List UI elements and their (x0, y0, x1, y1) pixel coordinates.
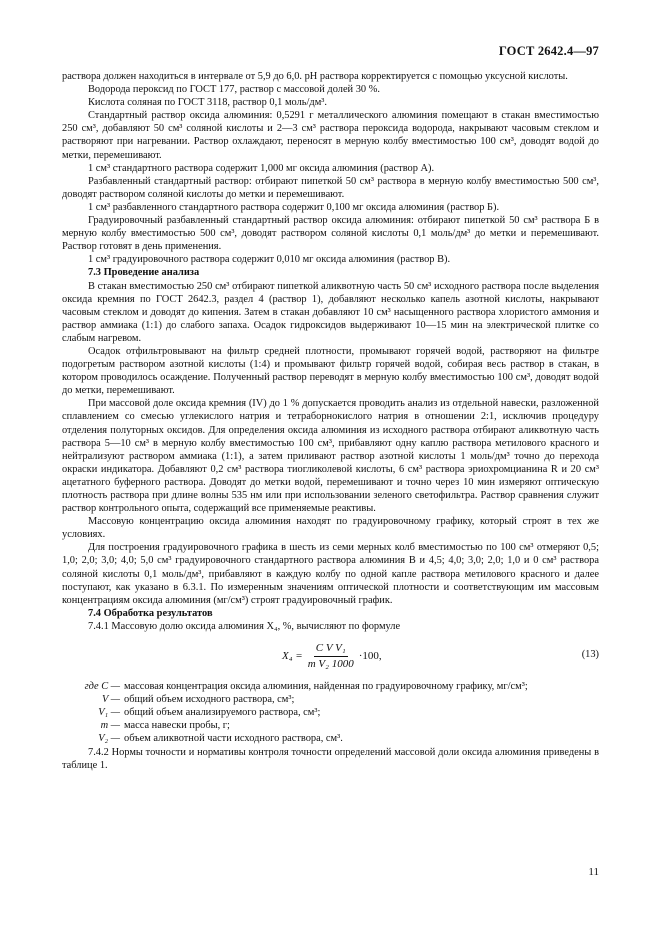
paragraph: Осадок отфильтровывают на фильтр средней плотности, промывают горячей водой, растворяют на фильтре подогретым раствором азотной кислоты (1:4) и промывают фильтр горячей водой, собирая весь раствор в стакан, в котором проводилось осаждение. Полученный раствор переводят в мерную колбу вместимостью 100 см³, доводят водой до метки, перемешивают. (62, 345, 599, 397)
formula-tail: ·100, (358, 650, 382, 663)
paragraph: Градуировочный разбавленный стандартный раствор оксида алюминия: отбирают пипеткой 50 см³ раствора Б в мерную колбу вместимостью 500 см³, доводят раствором соляной кислоты 0,1 моль/дм³ до метки и перемешивают. Раствор готовят в день применения. (62, 215, 599, 253)
formula-expression (282, 642, 382, 671)
paragraph: Стандартный раствор оксида алюминия: 0,5291 г металлического алюминия помещают в стакан вместимостью 250 см³, добавляют 50 см³ соляной кислоты и 2—3 см³ раствора пероксида водорода, накрывают часовым стеклом и растворяют при нагревании. Раствор охлаждают, переносят в мерную колбу вместимостью 100 см³, доводят водой до метки, перемешивают. (62, 110, 599, 161)
section-heading-7-4: 7.4 Обработка результатов (88, 607, 213, 619)
formula-numerator: C V V₁ (314, 642, 348, 657)
legend-symbol: V — (102, 694, 120, 706)
page-number: 11 (588, 866, 599, 878)
formula-13 (62, 636, 599, 676)
legend-symbol: V₁ — (98, 707, 120, 719)
legend-definition: общий объем исходного раствора, см³; (124, 694, 295, 706)
paragraph: В стакан вместимостью 250 см³ отбирают пипеткой аликвотную часть 50 см³ исходного раствора после выделения оксида кремния по ГОСТ 2642.3, раздел 4 (раствор 1), добавляют несколько капель азотной кислоты, накрывают часовым стеклом и доводят до кипения. Затем в стакан добавляют 10 см³ насыщенного раствора хлористого аммония и раствор аммиака (1:1) до слабого запаха. Осадок гидроксидов выдерживают 10—15 мин на электрической плитке со слабым нагревом. (62, 280, 599, 344)
legend-symbol: где C — (84, 681, 120, 693)
document-header: ГОСТ 2642.4—97 (498, 44, 599, 58)
paragraph: 7.4.2 Нормы точности и нормативы контроля точности определений массовой доли оксида алюминия приведены в таблице 1. (62, 746, 599, 771)
paragraph: 7.4.1 Массовую долю оксида алюминия X₄, %, вычисляют по формуле (88, 620, 401, 632)
document-body (62, 70, 599, 772)
formula-legend (62, 680, 599, 745)
paragraph: Для построения градуировочного графика в шесть из семи мерных колб вместимостью по 100 см³ отмеряют 0,5; 1,0; 2,0; 3,0; 4,0; 5,0 см³ градуировочного стандартного раствора алюминия В и 4,5; 4,0; 3,0; 2,0; 1,0 и 0 см³ раствора соляной кислоты 0,1 моль/дм³, прибавляют в каждую колбу по одной капле раствора метилового красного и далее поступают, как указано в 6.3.1. По измеренным значениям оптической плотности и соответствующим им массовым концентрациям оксида алюминия (мг/см³) строят градуировочный график. (62, 542, 599, 606)
section-heading-7-3: 7.3 Проведение анализа (88, 267, 200, 279)
paragraph: 1 см³ стандартного раствора содержит 1,000 мг оксида алюминия (раствор А). (88, 162, 435, 174)
paragraph: Кислота соляная по ГОСТ 3118, раствор 0,1 моль/дм³. (88, 97, 327, 109)
legend-definition: общий объем анализируемого раствора, см³; (124, 707, 321, 719)
paragraph: Массовую концентрацию оксида алюминия находят по градуировочному графику, который строят в тех же условиях. (62, 516, 599, 541)
paragraph: При массовой доле оксида кремния (IV) до 1 % допускается проводить анализ из отдельной навески, разложенной сплавлением со смесью углекислого натрия и тетраборнокислого натрия в отношении 2:1, исключив процедуру отделения полуторных оксидов. Для определения оксида алюминия из исходного раствора отбирают аликвотную часть раствора 5—10 см³ в мерную колбу вместимостью 100 см³, прибавляют одну каплю раствора метилового красного и нейтрализуют раствором аммиака (1:1), а затем приливают раствор азотной кислоты 1 моль/дм³ точно до перехода окраски индикатора. Добавляют 0,2 см³ раствора тиогликолевой кислоты, 6 см³ раствора эриохромцианина R и 20 см³ ацетатного буферного раствора. Доводят до метки водой, перемешивают и точно через 10 мин измеряют оптическую плотность раствора при длине волны 535 нм или при использовании зеленого светофильтра. Раствор сравнения служит раствор контрольного опыта, содержащий все применяемые реактивы. (62, 398, 599, 515)
formula-denominator: m V₂ 1000 (307, 658, 354, 671)
paragraph: раствора должен находиться в интервале от 5,9 до 6,0. pH раствора корректируется с помощью уксусной кислоты. (62, 71, 568, 82)
legend-definition: массовая концентрация оксида алюминия, найденная по градуировочному графику, мг/см³; (124, 681, 528, 693)
legend-symbol: V₂ — (98, 733, 120, 745)
paragraph: 1 см³ разбавленного стандартного раствора содержит 0,100 мг оксида алюминия (раствор Б). (88, 201, 500, 213)
paragraph: Водорода пероксид по ГОСТ 177, раствор с массовой долей 30 %. (88, 84, 380, 96)
paragraph: Разбавленный стандартный раствор: отбирают пипеткой 50 см³ раствора в мерную колбу вместимостью 500 см³, доводят раствором соляной кислоты до метки и перемешивают. (62, 175, 599, 200)
formula-number: (13) (581, 649, 599, 661)
formula-fraction (306, 642, 356, 671)
legend-definition: объем аликвотной части исходного раствора, см³. (124, 733, 343, 745)
legend-definition: масса навески пробы, г; (124, 720, 230, 732)
paragraph: 1 см³ градуировочного раствора содержит 0,010 мг оксида алюминия (раствор В). (88, 254, 451, 266)
formula-lhs: X₄ = (282, 650, 303, 663)
legend-symbol: m — (100, 720, 120, 732)
